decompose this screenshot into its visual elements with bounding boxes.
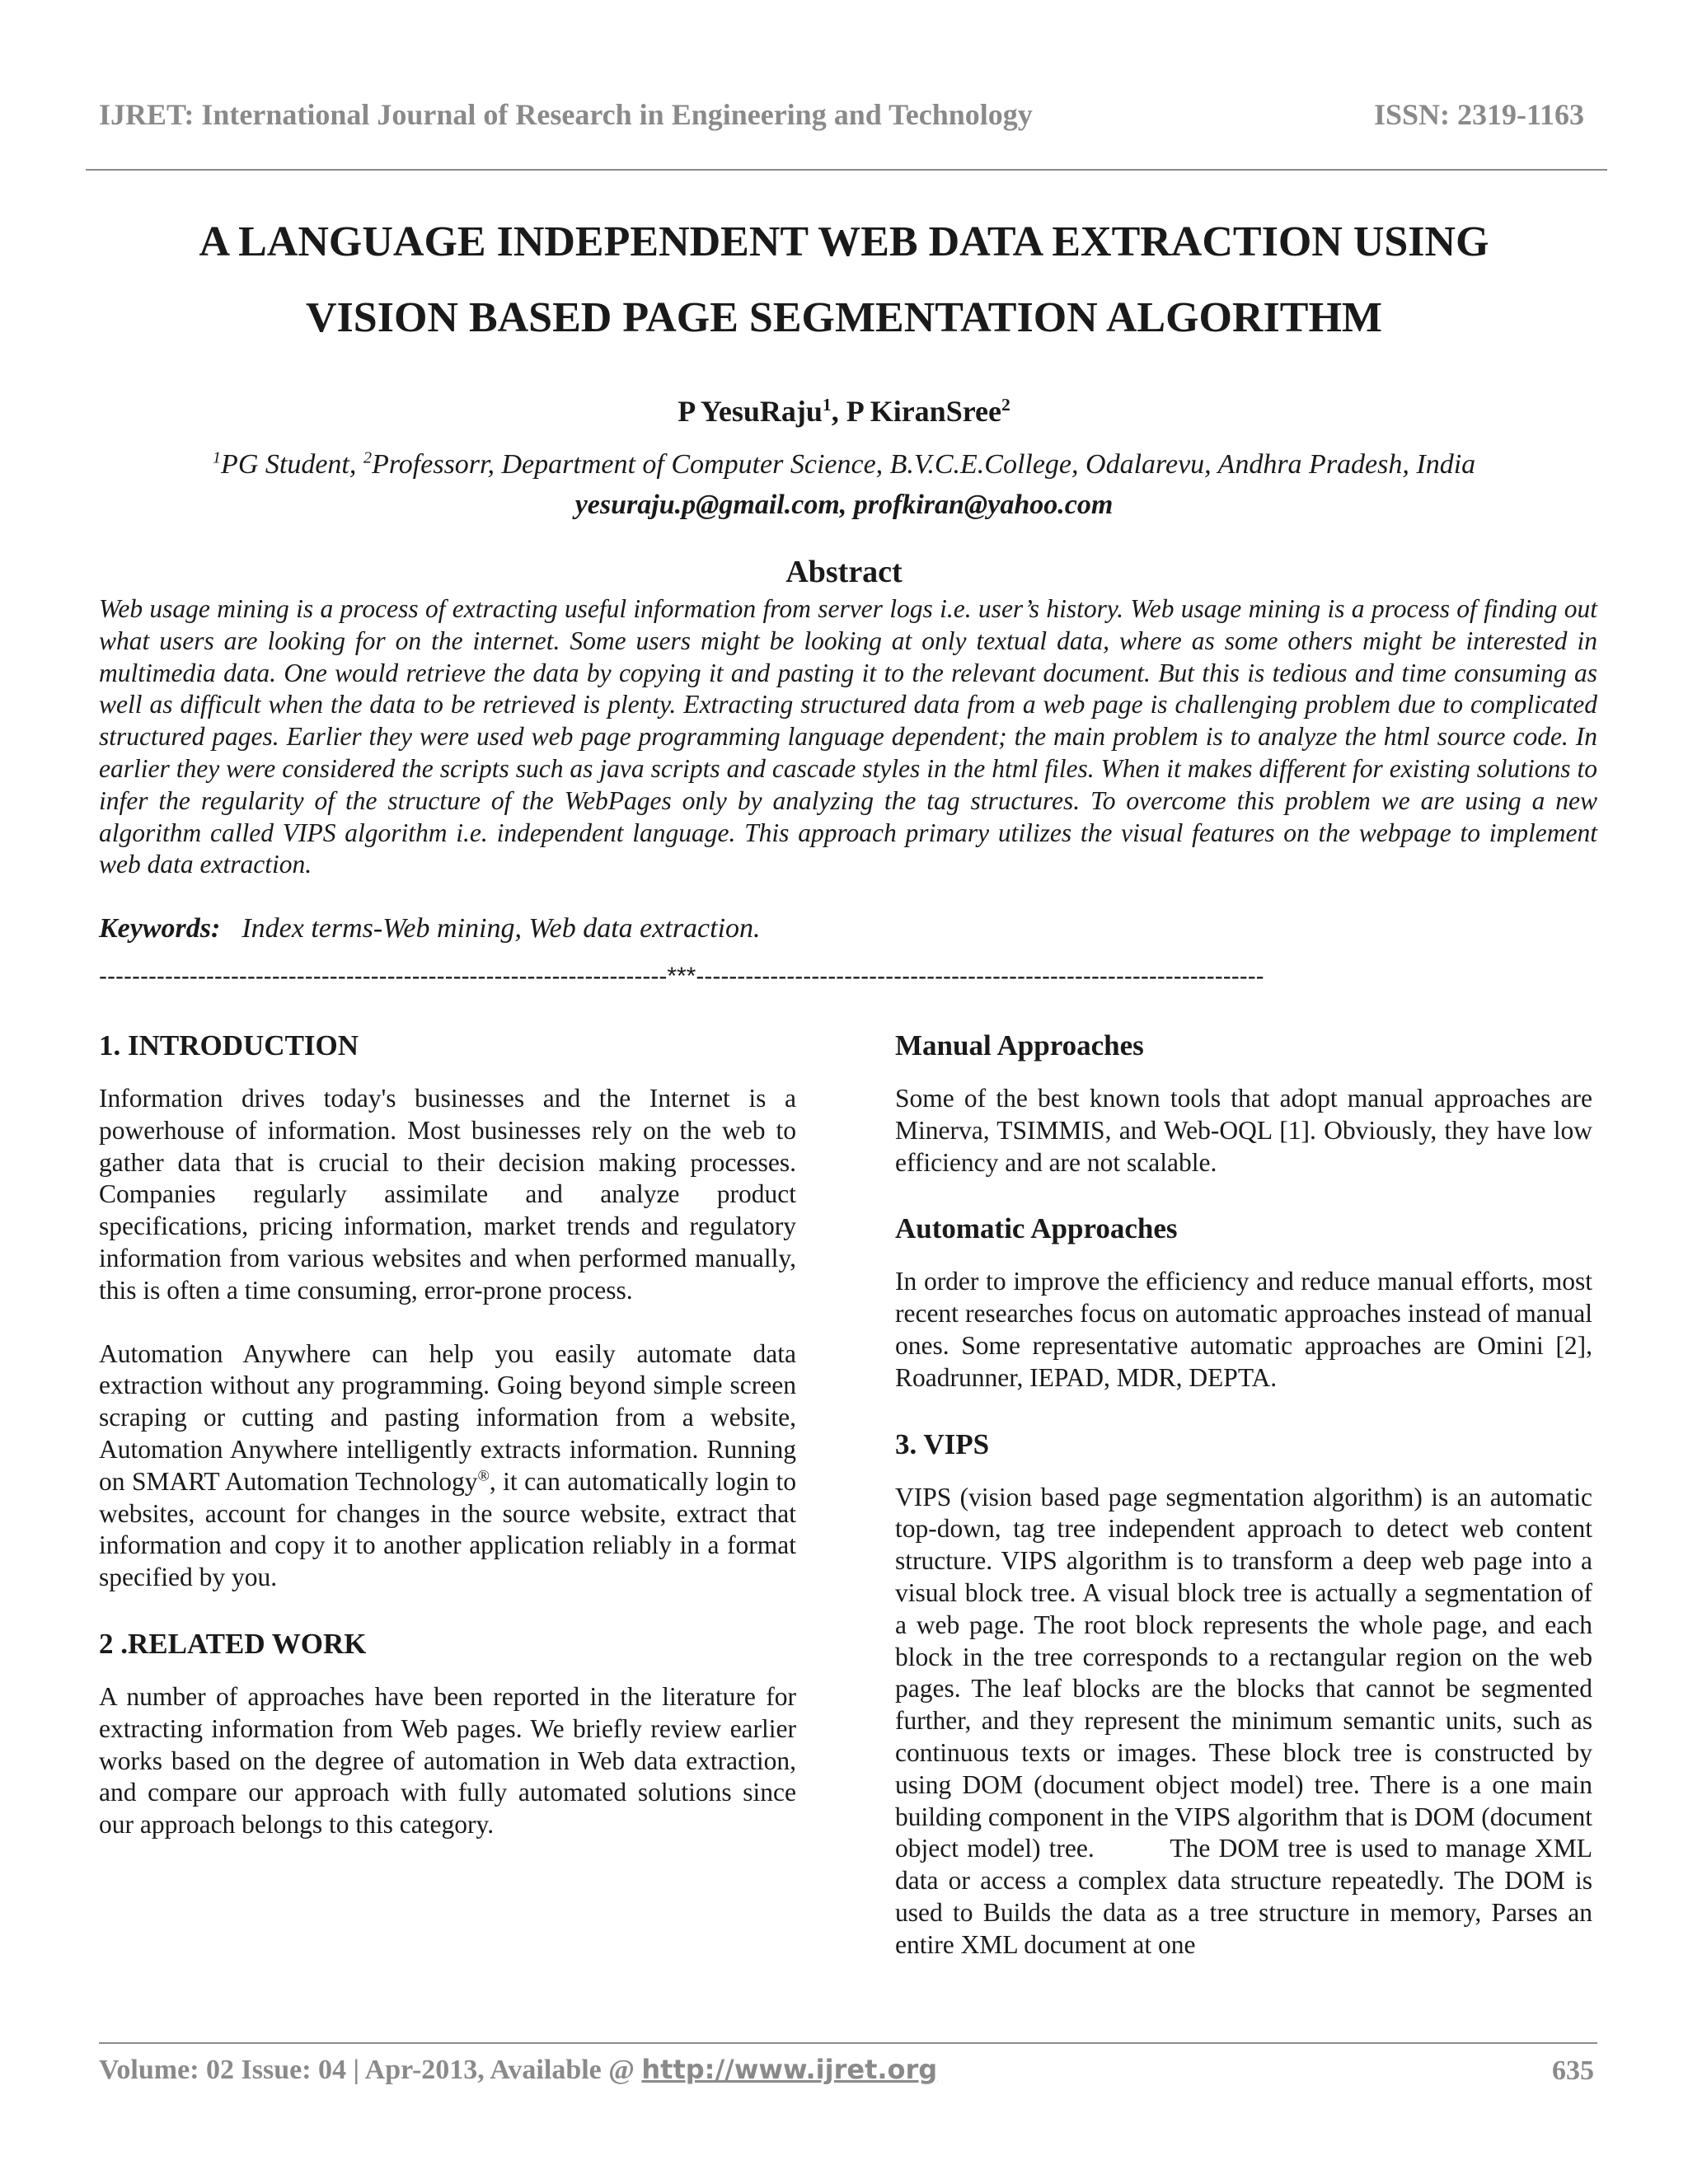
author-separator: , (831, 395, 846, 428)
abstract-text: Web usage mining is a process of extracting useful information from server logs i.e. user’s history. Web usage mining is a process of finding out what users are looking for on the internet. Some users might be looking at only textual data, where as some others might be interested in multimedia data. One would retrieve the data by copying it and pasting it to the relevant document. But this is tedious and time consuming as well as difficult when the data to be retrieved is plenty. Extracting structured data from a web page is challenging problem due to complicated structured pages. Earlier they were used web page programming language dependent; the main problem is to analyze the html source code. In earlier they were considered the scripts such as java scripts and cascade styles in the html files. When it makes different for existing solutions to infer the regularity of the structure of the WebPages only by analyzing the tag structures. To overcome this problem we are using a new algorithm called VIPS algorithm i.e. independent language. This approach primary utilizes the visual features on the webpage to implement web data extraction. (99, 594, 1597, 879)
title-line-2: VISION BASED PAGE SEGMENTATION ALGORITHM (306, 294, 1382, 341)
vips-paragraph: VIPS (vision based page segmentation algorithm) is an automatic top-down, tag tree independent approach to detect web content structure. VIPS algorithm is to transform a deep web page into a visual block tree. A visual block tree is actually a segmentation of a web page. The root block represents the whole page, and each block in the tree corresponds to a rectangular region on the web pages. The leaf blocks are the blocks that cannot be segmented further, and they represent the minimum semantic units, such as continuous texts or images. These block tree is constructed by using DOM (document object model) tree. There is a one main building component in the VIPS algorithm that is DOM (document object model) tree. The DOM tree is used to manage XML data or access a complex data structure repeatedly. The DOM is used to Builds the data as a tree structure in memory, Parses an entire XML document at one (895, 1482, 1592, 1959)
intro-paragraph-1: Information drives today's businesses and the Internet is a powerhouse of information. Most businesses rely on the web to gather data that is crucial to their decision making processes. Companies regularly assimilate and analyze product specifications, pricing information, market trends and regulatory information from various websites and when performed manually, this is often a time consuming, error-prone process. (99, 1084, 796, 1305)
title-line-1: A LANGUAGE INDEPENDENT WEB DATA EXTRACTION USING (199, 218, 1489, 265)
manual-approaches-heading: Manual Approaches (895, 1029, 1144, 1062)
author-2: P KiranSree (846, 395, 1002, 428)
section-divider: ---------------------------------------------------------------------***--------------------------------------------------------------------- (99, 963, 1264, 990)
author-list (0, 394, 1688, 429)
intro-paragraph-2 (99, 1338, 796, 1594)
intro-p2-part-a: Automation Anywhere can help you easily automate data extraction without any programming. Going beyond simple screen scraping or cutting and pasting information from a website, Automation Anywhere intelligently extracts information. Running on SMART Automation Technology (99, 1338, 796, 1496)
footer-volume-text: Volume: 02 Issue: 04 | Apr-2013, Available @ (99, 2055, 642, 2085)
abstract-heading: Abstract (785, 555, 903, 589)
related-work-paragraph: A number of approaches have been reported in the literature for extracting information from Web pages. We briefly review earlier works based on the degree of automation in Web data extraction, and compare our approach with fully automated solutions since our approach belongs to this category. (99, 1681, 796, 1840)
paper-title (0, 204, 1688, 356)
author-emails: yesuraju.p@gmail.com, profkiran@yahoo.com (574, 490, 1114, 520)
page-number: 635 (1552, 2055, 1594, 2086)
manual-approaches-paragraph: Some of the best known tools that adopt manual approaches are Minerva, TSIMMIS, and Web-OQL [1]. Obviously, they have low efficiency and are not scalable. (895, 1084, 1592, 1177)
footer-url-link[interactable]: http://www.ijret.org (641, 2054, 938, 2085)
registered-mark: ® (477, 1467, 490, 1485)
intro-heading: 1. INTRODUCTION (99, 1029, 359, 1062)
intro-p2-part-b: , it can automatically login to websites, account for changes in the source website, extract that information and copy it to another application reliably in a format specified by you. (99, 1466, 796, 1592)
left-column (99, 1029, 796, 1841)
right-column (895, 1029, 1592, 1961)
vips-heading: 3. VIPS (895, 1427, 990, 1460)
automatic-approaches-heading: Automatic Approaches (895, 1212, 1178, 1245)
footer-divider (99, 2042, 1597, 2044)
issn-header: ISSN: 2319-1163 (1373, 98, 1584, 131)
keywords (99, 913, 761, 944)
footer-volume (99, 2054, 937, 2086)
keywords-text: Index terms-Web mining, Web data extraction. (241, 913, 761, 944)
journal-header: IJRET: International Journal of Research in Engineering and Technology (99, 98, 1033, 131)
author-1-sup: 1 (822, 395, 832, 415)
automatic-approaches-paragraph: In order to improve the efficiency and reduce manual efforts, most recent researches focus on automatic approaches instead of manual ones. Some representative automatic approaches are Omini [2], Roadrunner, IEPAD, MDR, DEPTA. (895, 1267, 1592, 1392)
keywords-label: Keywords: (99, 913, 221, 944)
header-divider (86, 169, 1607, 171)
affil-part-1: PG Student, (221, 449, 363, 480)
affiliation (0, 449, 1688, 480)
affil-sup-1: 1 (212, 448, 222, 467)
affil-part-2: Professorr, Department of Computer Science, B.V.C.E.College, Odalarevu, Andhra Pradesh, India (372, 449, 1476, 480)
affil-sup-2: 2 (363, 448, 373, 467)
author-2-sup: 2 (1001, 395, 1010, 415)
related-work-heading: 2 .RELATED WORK (99, 1627, 367, 1660)
author-1: P YesuRaju (678, 395, 823, 428)
